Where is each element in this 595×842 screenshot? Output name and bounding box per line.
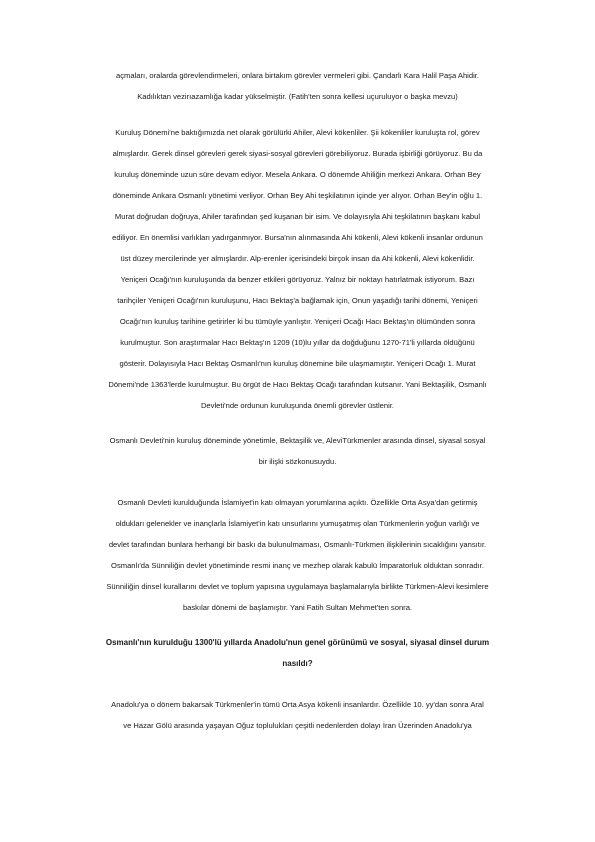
text-line: Murat doğrudan doğruya, Ahiler tarafından şed kuşanan bir isim. Ve dolayısıyla Ahi teşkilatının başkanı kabul xyxy=(114,212,481,221)
text-line: tarihçiler Yeniçeri Ocağı'nın kuruluşunu, Hacı Bektaş'a bağlamak için, Onun yaşadığı tarihi dönemi, Yeniçeri xyxy=(117,296,478,305)
text-line: bir ilişki sözkonusuydu. xyxy=(258,457,337,466)
text-line: oldukları gelenekler ve inançlarla İslamiyet'in katı unsurlarını yumuşatmış olan Türkmenlerin yoğun varlığı ve xyxy=(115,519,480,528)
text-line: ediliyor. En önemlisi varlıkları yadırganmıyor. Bursa'nın alınmasında Ahi kökenli, Alevi kökenli insanlar ordunun xyxy=(112,233,483,242)
paragraph-3 xyxy=(70,430,525,472)
text-line: almışlardır. Gerek dinsel görevleri gerek siyasi-sosyal görevleri görebiliyoruz. Burada işbirliği görüyoruz. Bu da xyxy=(112,149,483,158)
text-line: baskılar dönemi de başlamıştır. Yani Fatih Sultan Mehmet'ten sonra. xyxy=(182,603,413,612)
section-heading xyxy=(70,632,525,674)
text-line: kuruluş döneminde uzun süre devam ediyor. Mesela Ankara. O dönemde Ahiliğin merkezi Ankara. Orhan Bey xyxy=(114,170,481,179)
text-line: gösterir. Dolayısıyla Hacı Bektaş Osmanlı'nın kuruluş dönemine bile ulaşmamıştır. Yeniçeri Ocağı 1. Murat xyxy=(119,359,476,368)
text-line: Sünniliğin dinsel kurallarını devlet ve toplum yapısına uygulamaya başlamalarıyla birlikte Türkmen-Alevi kesimlere xyxy=(106,582,489,591)
text-line: döneminde Ankara Osmanlı yönetimi verliyor. Orhan Bey Ahi teşkilatının içinde yer alıyor. Orhan Bey'in oğlu 1. xyxy=(112,191,483,200)
text-line: Osmanlı Devleti kurulduğunda İslamiyet'in katı olmayan yorumlarına açıktı. Özellikle Orta Asya'dan getirmiş xyxy=(117,498,478,507)
text-line: Osmanlı Devleti'nin kuruluş döneminde yönetimle, Bektaşilik ve, AleviTürkmenler arasında dinsel, siyasal sosyal xyxy=(109,436,486,445)
paragraph-1 xyxy=(70,65,525,107)
text-line: Kadılıktan vezirıazamlığa kadar yükselmiştir. (Fatih'ten sonra kellesi uçuruluyor o başka mevzu) xyxy=(137,92,458,101)
text-line: Anadolu'ya o dönem bakarsak Türkmenler'in tümü Orta Asya kökenli insanlardır. Özellikle 10. yy'dan sonra Aral xyxy=(111,700,484,709)
text-line: Osmanlı'da Sünniliğin devlet yönetiminde resmi inanç ve mezhep olarak kabulü İmparatorluk olduktan sonradır. xyxy=(111,561,484,570)
text-line: Devleti'nde ordunun kuruluşunda önemli görevler üstlenir. xyxy=(200,401,395,410)
heading-line: Osmanlı'nın kurulduğu 1300'lü yıllarda Anadolu'nun genel görünümü ve sosyal, siyasal dinsel durum xyxy=(105,638,490,647)
paragraph-5 xyxy=(70,694,525,736)
text-line: ve Hazar Gölü arasında yaşayan Oğuz toplulukları çeşitli nedenlerden dolayı İran Üzerinden Anadolu'ya xyxy=(123,721,472,730)
text-line: Ocağı'nın kuruluş tarihine getirirler ki bu tümüyle yanlıştır. Yeniçeri Ocağı Hacı Bektaş'ın ölümünden sonra xyxy=(119,317,476,326)
text-line: devlet tarafından bunlara herhangi bir baskı da bulunulmaması, Osmanlı-Türkmen ilişkilerinin sıcaklığını yansıtır. xyxy=(108,540,487,549)
text-line: açmaları, oralarda görevlendirmeleri, onlara birtakım görevler vermeleri gibi. Çandarlı Kara Halil Paşa Ahidir. xyxy=(116,71,479,80)
text-line: Dönemi'nde 1363'lerde kurulmuştur. Bu örgüt de Hacı Bektaş Ocağı tarafından kutsanır. Yani Bektaşilik, Osmanlı xyxy=(108,380,487,389)
text-line: üst düzey mercilerinde yer almışlardır. Alp-erenler içerisindeki birçok insan da Ahi kökenli, Alevi kökenlidir. xyxy=(120,254,475,263)
heading-line: nasıldı? xyxy=(282,659,313,668)
paragraph-2 xyxy=(70,122,525,416)
text-line: Yeniçeri Ocağı'nın kuruluşunda da benzer etkileri görüyoruz. Yalnız bir noktayı hatırlatmak istiyorum. Bazı xyxy=(120,275,475,284)
paragraph-4 xyxy=(70,492,525,618)
text-line: Kuruluş Dönemi'ne baktığımızda net olarak görülürki Ahiler, Alevi kökenliler. Şii kökenliler kuruluşta rol, görev xyxy=(115,128,480,137)
text-line: kurulmuştur. Son araştırmalar Hacı Bektaş'ın 1209 (10)lu yıllar da doğduğunu 1270-71'li yıllarda öldüğünü xyxy=(120,338,475,347)
